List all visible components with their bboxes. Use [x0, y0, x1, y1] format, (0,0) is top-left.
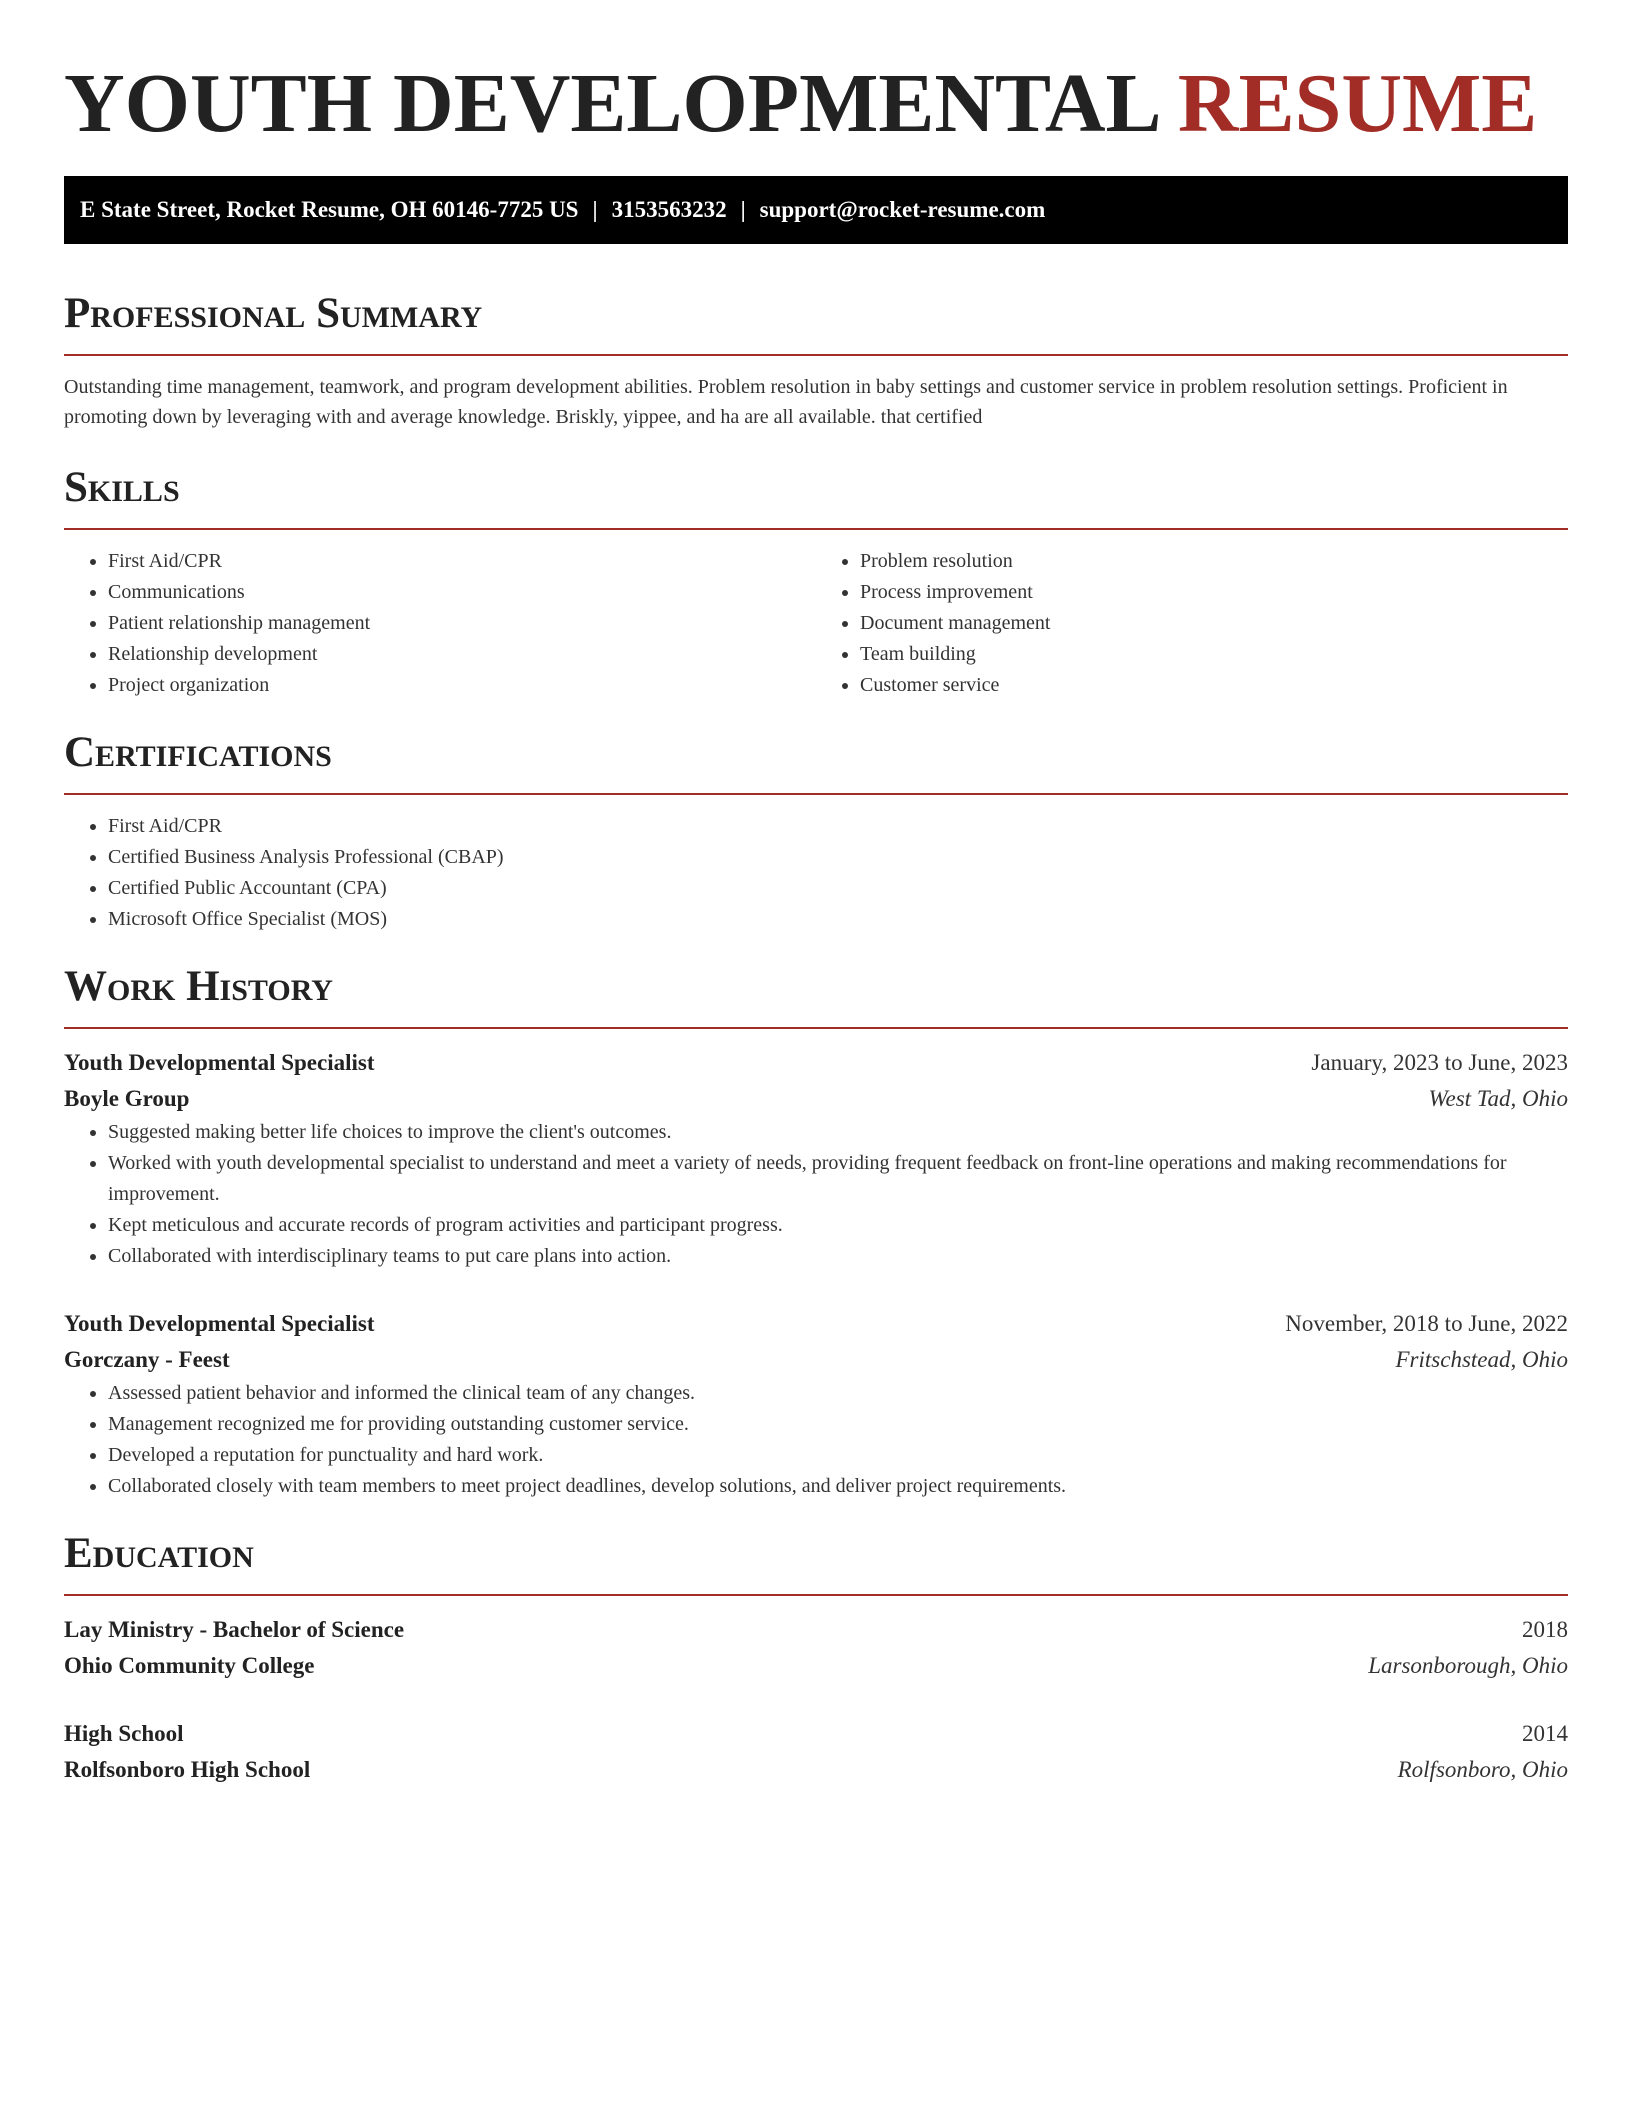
- title-main: YOUTH DEVELOPMENTAL: [64, 57, 1157, 150]
- skill-item: • Relationship development: [108, 639, 816, 670]
- education-degree-row: [64, 1716, 1568, 1752]
- education-degree: High School: [64, 1721, 184, 1746]
- job-entry: [64, 1306, 1568, 1502]
- education-year: 2018: [1522, 1617, 1568, 1642]
- job-location: West Tad, Ohio: [1428, 1086, 1568, 1111]
- education-school: Ohio Community College: [64, 1653, 315, 1678]
- job-company: Boyle Group: [64, 1086, 190, 1111]
- job-location: Fritschstead, Ohio: [1395, 1347, 1568, 1372]
- contact-separator: |: [592, 197, 598, 222]
- job-duties-list: [64, 1117, 1568, 1272]
- section-divider: [64, 528, 1568, 530]
- job-dates: November, 2018 to June, 2022: [1285, 1311, 1568, 1336]
- certification-item: • Certified Business Analysis Professional (CBAP): [108, 842, 1568, 873]
- job-dates: January, 2023 to June, 2023: [1311, 1050, 1568, 1075]
- skills-heading: Skills: [64, 464, 180, 511]
- education-heading: Education: [64, 1530, 254, 1577]
- job-duty: • Developed a reputation for punctuality and hard work.: [108, 1440, 1568, 1471]
- education-entry: [64, 1612, 1568, 1684]
- education-degree-row: [64, 1612, 1568, 1648]
- job-duty: • Management recognized me for providing outstanding customer service.: [108, 1409, 1568, 1440]
- job-duty: • Kept meticulous and accurate records of program activities and participant progress.: [108, 1210, 1568, 1241]
- work-history-section: [64, 961, 1568, 1502]
- skills-columns: [64, 546, 1568, 701]
- job-duty: • Worked with youth developmental specialist to understand and meet a variety of needs, providing frequent feedback on front-line operations and making recommendations for improvement.: [108, 1148, 1568, 1210]
- contact-bar: [64, 176, 1568, 244]
- education-school-row: [64, 1648, 1568, 1684]
- contact-address: E State Street, Rocket Resume, OH 60146-7725 US: [80, 197, 579, 222]
- section-divider: [64, 354, 1568, 356]
- section-divider: [64, 1594, 1568, 1596]
- education-location: Larsonborough, Ohio: [1368, 1653, 1568, 1678]
- skill-item: • Project organization: [108, 670, 816, 701]
- job-title: Youth Developmental Specialist: [64, 1311, 375, 1336]
- education-school-row: [64, 1752, 1568, 1788]
- certification-item: • Certified Public Accountant (CPA): [108, 873, 1568, 904]
- job-duty: • Collaborated with interdisciplinary teams to put care plans into action.: [108, 1241, 1568, 1272]
- certification-item: • First Aid/CPR: [108, 811, 1568, 842]
- skill-item: • Customer service: [860, 670, 1568, 701]
- certifications-section: [64, 727, 1568, 935]
- skill-item: • Team building: [860, 639, 1568, 670]
- title-accent: RESUME: [1177, 57, 1538, 150]
- resume-title: [64, 56, 1568, 152]
- education-location: Rolfsonboro, Ohio: [1397, 1757, 1568, 1782]
- education-section: [64, 1528, 1568, 1788]
- skill-item: • First Aid/CPR: [108, 546, 816, 577]
- skills-column-right: [816, 546, 1568, 701]
- job-company-row: [64, 1342, 1568, 1378]
- contact-phone: 3153563232: [611, 197, 727, 222]
- job-entry: [64, 1045, 1568, 1272]
- skills-list-left: [64, 546, 816, 701]
- certifications-heading: Certifications: [64, 729, 332, 776]
- skills-section: [64, 462, 1568, 701]
- job-title-row: [64, 1306, 1568, 1342]
- summary-heading: Professional Summary: [64, 290, 483, 337]
- contact-email: support@rocket-resume.com: [759, 197, 1046, 222]
- job-duty: • Assessed patient behavior and informed the clinical team of any changes.: [108, 1378, 1568, 1409]
- section-divider: [64, 793, 1568, 795]
- skill-item: • Patient relationship management: [108, 608, 816, 639]
- education-year: 2014: [1522, 1721, 1568, 1746]
- skills-column-left: [64, 546, 816, 701]
- summary-section: [64, 288, 1568, 432]
- skill-item: • Communications: [108, 577, 816, 608]
- summary-text: Outstanding time management, teamwork, and program development abilities. Problem resolution in baby settings and customer service in problem resolution settings. Proficient in promoting down by leveraging with and average knowledge. Briskly, yippee, and ha are all available. that certified: [64, 376, 1508, 428]
- work-history-heading: Work History: [64, 963, 333, 1010]
- job-title: Youth Developmental Specialist: [64, 1050, 375, 1075]
- job-duty: • Suggested making better life choices to improve the client's outcomes.: [108, 1117, 1568, 1148]
- education-degree: Lay Ministry - Bachelor of Science: [64, 1617, 405, 1642]
- job-duty: • Collaborated closely with team members to meet project deadlines, develop solutions, and deliver project requirements.: [108, 1471, 1568, 1502]
- job-company: Gorczany - Feest: [64, 1347, 230, 1372]
- certification-item: • Microsoft Office Specialist (MOS): [108, 904, 1568, 935]
- certifications-list: [64, 811, 1568, 935]
- job-duties-list: [64, 1378, 1568, 1502]
- skill-item: • Problem resolution: [860, 546, 1568, 577]
- skills-list-right: [816, 546, 1568, 701]
- job-title-row: [64, 1045, 1568, 1081]
- education-school: Rolfsonboro High School: [64, 1757, 311, 1782]
- skill-item: • Process improvement: [860, 577, 1568, 608]
- contact-separator: |: [740, 197, 746, 222]
- section-divider: [64, 1027, 1568, 1029]
- skill-item: • Document management: [860, 608, 1568, 639]
- job-company-row: [64, 1081, 1568, 1117]
- education-entry: [64, 1716, 1568, 1788]
